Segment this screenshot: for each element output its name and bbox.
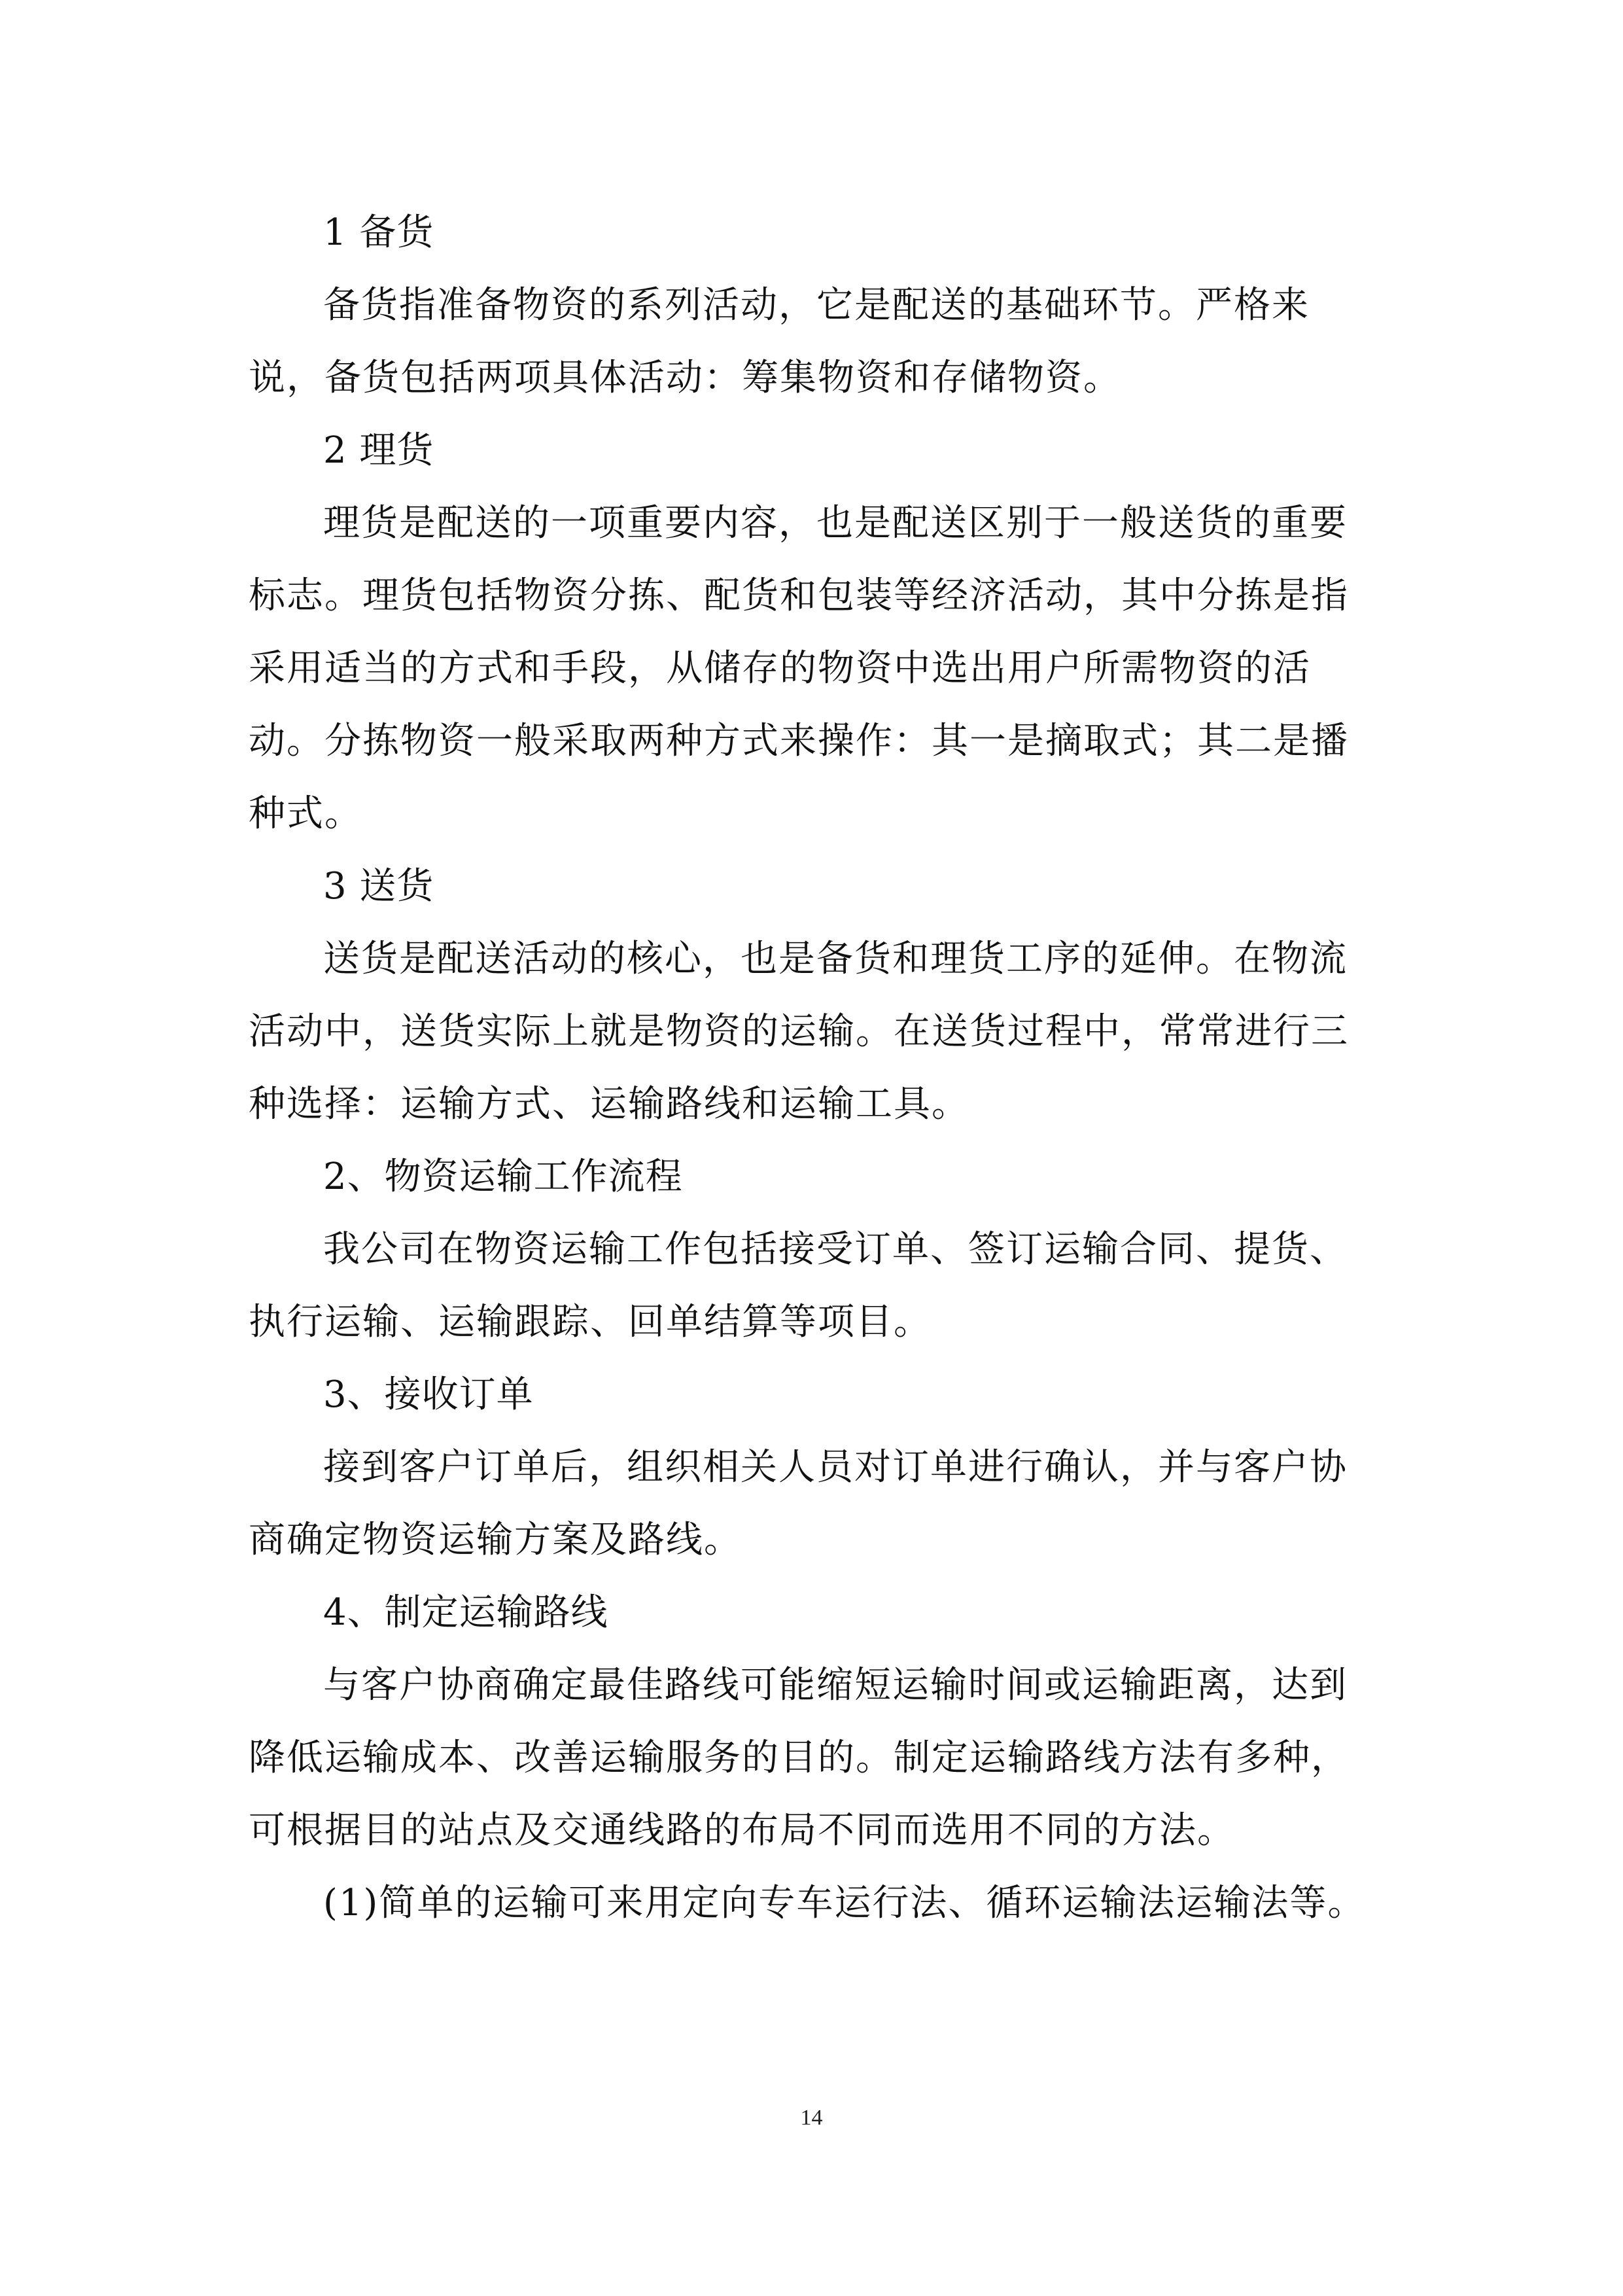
paragraph-deliver-goods: 送货是配送活动的核心，也是备货和理货工序的延伸。在物流活动中，送货实际上就是物资的运输。在送货过程中，常常进行三种选择：运输方式、运输路线和运输工具。 [249,938,1349,1125]
section-heading-route-planning: 4、制定运输路线 [323,1591,608,1634]
paragraph-route-planning: 与客户协商确定最佳路线可能缩短运输时间或运输距离，达到降低运输成本、改善运输服务的目的。制定运输路线方法有多种，可根据目的站点及交通线路的布局不同而选用不同的方法。 [249,1664,1349,1852]
paragraph-sort-goods: 理货是配送的一项重要内容，也是配送区别于一般送货的重要标志。理货包括物资分拣、配货和包装等经济活动，其中分拣是指采用适当的方式和手段，从储存的物资中选出用户所需物资的活动。分拣物资一般采取两种方式来操作：其一是摘取式；其二是播种式。 [249,502,1349,835]
document-body [249,196,1375,1939]
section-heading-sort-goods: 2 理货 [323,429,434,472]
section-heading-receive-order: 3、接收订单 [323,1373,534,1416]
page-number: 14 [800,2106,823,2130]
paragraph-route-method-1: (1)简单的运输可来用定向专车运行法、循环运输法运输法等。 [323,1882,1366,1924]
paragraph-transport-workflow: 我公司在物资运输工作包括接受订单、签订运输合同、提货、执行运输、运输跟踪、回单结算等项目。 [249,1228,1348,1343]
section-heading-transport-workflow: 2、物资运输工作流程 [323,1156,683,1198]
section-heading-deliver-goods: 3 送货 [323,865,434,908]
section-heading-prepare-goods: 1 备货 [323,211,434,254]
paragraph-receive-order: 接到客户订单后，组织相关人员对订单进行确认，并与客户协商确定物资运输方案及路线。 [249,1446,1348,1561]
paragraph-prepare-goods: 备货指准备物资的系列活动，它是配送的基础环节。严格来说，备货包括两项具体活动：筹集物资和存储物资。 [249,284,1310,399]
